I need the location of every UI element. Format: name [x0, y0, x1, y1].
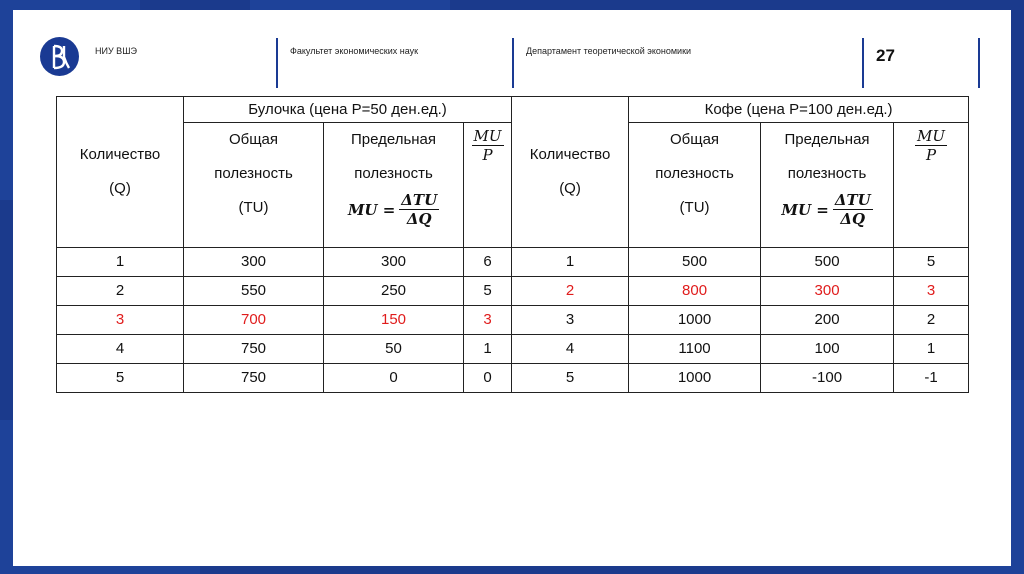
cell: 750 — [184, 364, 324, 393]
cell: 4 — [57, 335, 184, 364]
cell-highlight: 3 — [57, 306, 184, 335]
cell-highlight: 2 — [512, 277, 629, 306]
department-name: Департамент теоретической экономики — [526, 46, 692, 56]
cell-highlight: 800 — [629, 277, 761, 306]
cell: 5 — [512, 364, 629, 393]
cell-highlight: 3 — [464, 306, 512, 335]
cell: 5 — [464, 277, 512, 306]
cell: 3 — [512, 306, 629, 335]
qty-header-bun: Количество (Q) — [57, 97, 184, 248]
cell: 750 — [184, 335, 324, 364]
table-row — [57, 335, 969, 364]
faculty-name: Факультет экономических наук — [290, 46, 419, 56]
org-name: НИУ ВШЭ — [95, 46, 137, 56]
cell: 1000 — [629, 306, 761, 335]
qty-header-coffee: Количество (Q) — [512, 97, 629, 248]
tu-header: Общая полезность (TU) — [629, 123, 761, 248]
cell: 1 — [512, 248, 629, 277]
cell-highlight: 300 — [761, 277, 894, 306]
cell-highlight: 150 — [324, 306, 464, 335]
mu-formula: MU = $\frac{\text{ΔTU}}{\Delta Q}$ — [347, 191, 438, 228]
mu-header: Предельная полезность MU = $\frac{\text{ΔTU}}{\Delta Q}$ — [761, 123, 894, 248]
cell: 5 — [57, 364, 184, 393]
cell: 2 — [57, 277, 184, 306]
cell: 4 — [512, 335, 629, 364]
utility-table — [56, 96, 969, 393]
mu-formula: MU = $\frac{\text{ΔTU}}{\Delta Q}$ — [781, 191, 871, 228]
group-title-coffee: Кофе (цена P=100 ден.ед.) — [629, 97, 969, 123]
cell: 1 — [57, 248, 184, 277]
page-number: 27 — [876, 46, 895, 65]
mu-header: Предельная полезность MU = $\frac{\text{ΔTU}}{\Delta Q}$ — [324, 123, 464, 248]
ratio-header: $\frac{MU}{P}$ — [894, 123, 969, 248]
hse-logo-icon — [47, 43, 73, 71]
cell: 550 — [184, 277, 324, 306]
header-divider — [512, 38, 514, 88]
header-divider — [978, 38, 980, 88]
cell: 1 — [894, 335, 969, 364]
cell: 100 — [761, 335, 894, 364]
cell: 6 — [464, 248, 512, 277]
cell: 5 — [894, 248, 969, 277]
cell: 250 — [324, 277, 464, 306]
cell: 50 — [324, 335, 464, 364]
table-row — [57, 277, 969, 306]
cell: 0 — [464, 364, 512, 393]
table-row — [57, 248, 969, 277]
cell: 200 — [761, 306, 894, 335]
cell-highlight: 3 — [894, 277, 969, 306]
table-row — [57, 364, 969, 393]
group-title-bun: Булочка (цена P=50 ден.ед.) — [184, 97, 512, 123]
cell: 500 — [629, 248, 761, 277]
header-divider — [276, 38, 278, 88]
table-row — [57, 306, 969, 335]
cell: 500 — [761, 248, 894, 277]
cell: -100 — [761, 364, 894, 393]
cell: 1000 — [629, 364, 761, 393]
cell: 300 — [184, 248, 324, 277]
cell: 300 — [324, 248, 464, 277]
tu-header: Общая полезность (TU) — [184, 123, 324, 248]
cell: 1100 — [629, 335, 761, 364]
cell: 0 — [324, 364, 464, 393]
cell: 2 — [894, 306, 969, 335]
cell: 1 — [464, 335, 512, 364]
hse-logo — [40, 37, 79, 76]
cell: -1 — [894, 364, 969, 393]
cell-highlight: 700 — [184, 306, 324, 335]
ratio-header: $\frac{MU}{P}$ — [464, 123, 512, 248]
header-divider — [862, 38, 864, 88]
